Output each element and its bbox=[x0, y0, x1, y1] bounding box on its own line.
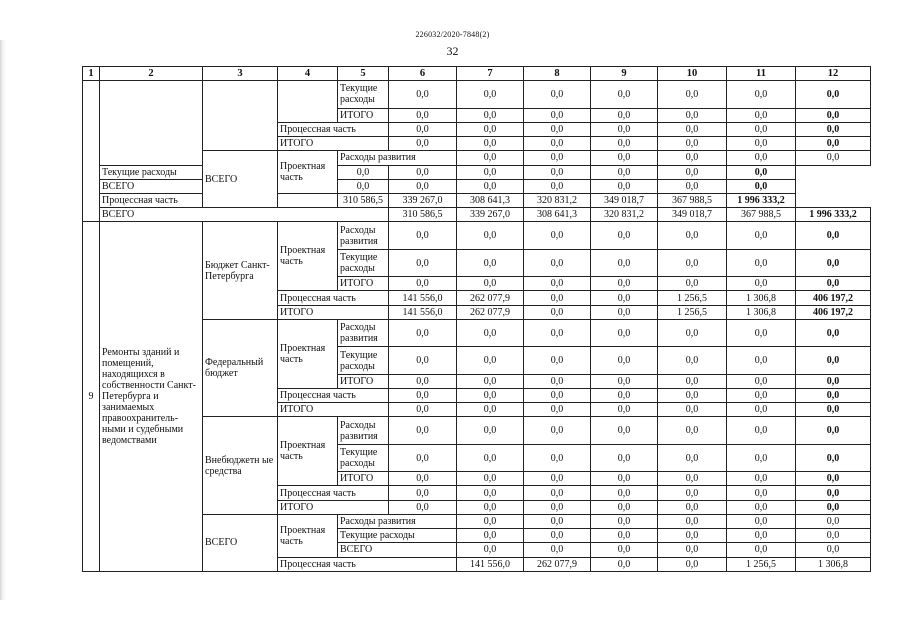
document-id: 226032/2020-7848(2) bbox=[415, 30, 490, 39]
expense-type-cell: Расходы развития bbox=[338, 514, 457, 528]
value-cell: 0,0 bbox=[796, 151, 871, 165]
value-cell: 0,0 bbox=[457, 472, 524, 486]
value-cell: 0,0 bbox=[727, 165, 796, 179]
value-cell: 0,0 bbox=[658, 137, 727, 151]
expense-type-cell: ВСЕГО bbox=[338, 543, 457, 557]
value-cell: 0,0 bbox=[591, 137, 658, 151]
value-cell: 0,0 bbox=[389, 137, 457, 151]
value-cell: 0,0 bbox=[727, 417, 796, 444]
column-header: 8 bbox=[524, 67, 591, 81]
column-header: 6 bbox=[389, 67, 457, 81]
value-cell: 0,0 bbox=[796, 388, 871, 402]
value-cell: 0,0 bbox=[524, 81, 591, 108]
value-cell: 262 077,9 bbox=[457, 305, 524, 319]
value-cell: 0,0 bbox=[658, 249, 727, 276]
value-cell: 0,0 bbox=[796, 374, 871, 388]
value-cell: 0,0 bbox=[389, 486, 457, 500]
expense-type-cell: Расходы развития bbox=[338, 151, 457, 165]
value-cell: 0,0 bbox=[457, 388, 524, 402]
value-cell: 310 586,5 bbox=[389, 208, 457, 222]
value-cell: 0,0 bbox=[389, 444, 457, 471]
expense-type-cell: Текущие расходы bbox=[338, 347, 389, 374]
value-cell: 0,0 bbox=[524, 417, 591, 444]
value-cell: 320 831,2 bbox=[524, 193, 591, 207]
value-cell: 0,0 bbox=[524, 137, 591, 151]
item-name-cell bbox=[100, 81, 203, 165]
value-cell: 0,0 bbox=[796, 543, 871, 557]
part-cell: ИТОГО bbox=[278, 137, 389, 151]
value-cell: 0,0 bbox=[457, 514, 524, 528]
value-cell: 0,0 bbox=[338, 179, 389, 193]
value-cell: 0,0 bbox=[658, 543, 727, 557]
value-cell: 0,0 bbox=[658, 388, 727, 402]
part-cell: ИТОГО bbox=[278, 500, 389, 514]
value-cell: 0,0 bbox=[524, 108, 591, 122]
grand-total-label: ВСЕГО bbox=[203, 514, 278, 571]
value-cell: 0,0 bbox=[524, 291, 591, 305]
column-header: 11 bbox=[727, 67, 796, 81]
value-cell: 0,0 bbox=[457, 137, 524, 151]
value-cell: 0,0 bbox=[796, 319, 871, 346]
value-cell: 0,0 bbox=[591, 388, 658, 402]
value-cell: 0,0 bbox=[727, 403, 796, 417]
part-cell: Проектная часть bbox=[278, 222, 338, 291]
part-cell bbox=[278, 81, 338, 123]
value-cell: 0,0 bbox=[591, 347, 658, 374]
value-cell: 0,0 bbox=[658, 529, 727, 543]
table-row bbox=[83, 208, 871, 222]
value-cell: 0,0 bbox=[658, 472, 727, 486]
value-cell: 0,0 bbox=[727, 81, 796, 108]
value-cell: 339 267,0 bbox=[389, 193, 457, 207]
expense-type-cell: ИТОГО bbox=[338, 374, 389, 388]
value-cell: 0,0 bbox=[796, 444, 871, 471]
value-cell: 0,0 bbox=[457, 486, 524, 500]
value-cell: 349 018,7 bbox=[658, 208, 727, 222]
value-cell: 0,0 bbox=[524, 472, 591, 486]
value-cell: 0,0 bbox=[727, 514, 796, 528]
value-cell: 0,0 bbox=[658, 277, 727, 291]
part-cell: Процессная часть bbox=[278, 388, 389, 402]
value-cell: 0,0 bbox=[524, 165, 591, 179]
value-cell: 0,0 bbox=[591, 500, 658, 514]
value-cell: 0,0 bbox=[389, 277, 457, 291]
value-cell: 0,0 bbox=[658, 122, 727, 136]
value-cell: 0,0 bbox=[524, 486, 591, 500]
part-cell: Проектная часть bbox=[278, 514, 338, 557]
value-cell: 0,0 bbox=[658, 417, 727, 444]
value-cell: 0,0 bbox=[524, 249, 591, 276]
value-cell: 0,0 bbox=[457, 444, 524, 471]
value-cell: 0,0 bbox=[796, 137, 871, 151]
value-cell: 0,0 bbox=[389, 249, 457, 276]
value-cell: 0,0 bbox=[457, 222, 524, 249]
value-cell: 0,0 bbox=[727, 444, 796, 471]
value-cell: 0,0 bbox=[591, 403, 658, 417]
value-cell: 0,0 bbox=[524, 529, 591, 543]
part-cell: Проектная часть bbox=[278, 151, 338, 194]
table-row bbox=[83, 222, 871, 249]
value-cell: 0,0 bbox=[524, 179, 591, 193]
part-cell: Проектная часть bbox=[278, 319, 338, 388]
value-cell: 0,0 bbox=[389, 417, 457, 444]
value-cell: 0,0 bbox=[591, 529, 658, 543]
value-cell: 0,0 bbox=[524, 151, 591, 165]
part-cell: ИТОГО bbox=[278, 305, 389, 319]
value-cell: 0,0 bbox=[524, 388, 591, 402]
value-cell: 367 988,5 bbox=[658, 193, 727, 207]
value-cell: 0,0 bbox=[457, 417, 524, 444]
value-cell: 0,0 bbox=[389, 222, 457, 249]
value-cell: 308 641,3 bbox=[457, 193, 524, 207]
value-cell: 0,0 bbox=[727, 108, 796, 122]
source-cell bbox=[203, 81, 278, 151]
value-cell: 0,0 bbox=[796, 347, 871, 374]
expense-type-cell: Текущие расходы bbox=[338, 444, 389, 471]
value-cell: 0,0 bbox=[524, 444, 591, 471]
scan-edge-shadow bbox=[0, 40, 6, 600]
part-cell: Процессная часть bbox=[278, 486, 389, 500]
value-cell: 0,0 bbox=[524, 122, 591, 136]
value-cell: 1 256,5 bbox=[658, 291, 727, 305]
value-cell: 1 306,8 bbox=[727, 305, 796, 319]
funding-source: Бюджет Санкт-Петербурга bbox=[203, 222, 278, 320]
column-header: 10 bbox=[658, 67, 727, 81]
value-cell: 0,0 bbox=[658, 108, 727, 122]
value-cell: 0,0 bbox=[524, 319, 591, 346]
table-row bbox=[83, 179, 871, 193]
value-cell: 0,0 bbox=[389, 472, 457, 486]
value-cell: 141 556,0 bbox=[457, 557, 524, 571]
value-cell: 0,0 bbox=[457, 165, 524, 179]
value-cell: 406 197,2 bbox=[796, 291, 871, 305]
value-cell: 367 988,5 bbox=[727, 208, 796, 222]
grand-total-label: ВСЕГО bbox=[203, 151, 278, 208]
value-cell: 310 586,5 bbox=[338, 193, 389, 207]
expense-type-cell: Текущие расходы bbox=[338, 249, 389, 276]
value-cell: 0,0 bbox=[796, 122, 871, 136]
value-cell: 0,0 bbox=[658, 165, 727, 179]
value-cell: 0,0 bbox=[796, 81, 871, 108]
value-cell: 0,0 bbox=[389, 403, 457, 417]
value-cell: 0,0 bbox=[524, 514, 591, 528]
expense-type-cell: ВСЕГО bbox=[100, 179, 278, 193]
value-cell: 0,0 bbox=[591, 222, 658, 249]
value-cell: 0,0 bbox=[658, 500, 727, 514]
value-cell: 0,0 bbox=[727, 151, 796, 165]
value-cell: 0,0 bbox=[591, 444, 658, 471]
value-cell: 0,0 bbox=[727, 319, 796, 346]
value-cell: 0,0 bbox=[524, 500, 591, 514]
value-cell: 0,0 bbox=[658, 179, 727, 193]
header-row bbox=[83, 67, 871, 81]
value-cell: 1 996 333,2 bbox=[796, 208, 871, 222]
expense-type-cell: Текущие расходы bbox=[338, 81, 389, 108]
value-cell: 0,0 bbox=[727, 347, 796, 374]
value-cell: 0,0 bbox=[727, 137, 796, 151]
value-cell: 262 077,9 bbox=[524, 557, 591, 571]
expense-type-cell: Текущие расходы bbox=[100, 165, 278, 179]
column-header: 4 bbox=[278, 67, 338, 81]
value-cell: 0,0 bbox=[524, 305, 591, 319]
item-number: 9 bbox=[83, 222, 100, 572]
value-cell: 0,0 bbox=[591, 108, 658, 122]
value-cell: 0,0 bbox=[389, 165, 457, 179]
expense-type-cell: ИТОГО bbox=[338, 108, 389, 122]
value-cell: 0,0 bbox=[591, 472, 658, 486]
value-cell: 0,0 bbox=[389, 179, 457, 193]
value-cell: 0,0 bbox=[591, 305, 658, 319]
value-cell: 0,0 bbox=[338, 165, 389, 179]
table-row bbox=[83, 193, 871, 207]
value-cell: 0,0 bbox=[591, 165, 658, 179]
value-cell: 0,0 bbox=[796, 417, 871, 444]
value-cell: 0,0 bbox=[591, 81, 658, 108]
number-cell bbox=[83, 81, 100, 222]
value-cell: 0,0 bbox=[389, 108, 457, 122]
value-cell: 0,0 bbox=[658, 557, 727, 571]
part-cell: Процессная часть bbox=[278, 122, 389, 136]
value-cell: 0,0 bbox=[727, 486, 796, 500]
table-row bbox=[83, 81, 871, 108]
value-cell: 0,0 bbox=[796, 222, 871, 249]
value-cell: 0,0 bbox=[727, 374, 796, 388]
part-cell: Проектная часть bbox=[278, 417, 338, 486]
value-cell: 0,0 bbox=[727, 222, 796, 249]
value-cell: 1 996 333,2 bbox=[727, 193, 796, 207]
column-header: 5 bbox=[338, 67, 389, 81]
grand-total-label: ВСЕГО bbox=[100, 208, 389, 222]
value-cell: 0,0 bbox=[591, 122, 658, 136]
value-cell: 0,0 bbox=[591, 151, 658, 165]
value-cell: 0,0 bbox=[796, 486, 871, 500]
value-cell: 262 077,9 bbox=[457, 291, 524, 305]
value-cell: 141 556,0 bbox=[389, 305, 457, 319]
part-cell: Процессная часть bbox=[100, 193, 338, 207]
value-cell: 0,0 bbox=[658, 347, 727, 374]
budget-table bbox=[82, 66, 871, 572]
value-cell: 0,0 bbox=[591, 557, 658, 571]
value-cell: 0,0 bbox=[796, 108, 871, 122]
table-row bbox=[83, 165, 871, 179]
item-name: Ремонты зданий и помещений, находящихся в собственности Санкт-Петербурга и занимаемых правоохранитель-ными и судебными ведомствами bbox=[100, 222, 203, 572]
value-cell: 0,0 bbox=[524, 543, 591, 557]
value-cell: 0,0 bbox=[796, 472, 871, 486]
expense-type-cell: ИТОГО bbox=[338, 277, 389, 291]
funding-source: Внебюджетн ые средства bbox=[203, 417, 278, 515]
value-cell: 0,0 bbox=[796, 403, 871, 417]
value-cell: 0,0 bbox=[727, 472, 796, 486]
value-cell: 406 197,2 bbox=[796, 305, 871, 319]
value-cell: 0,0 bbox=[658, 222, 727, 249]
value-cell: 0,0 bbox=[658, 81, 727, 108]
value-cell: 0,0 bbox=[796, 249, 871, 276]
column-header: 12 bbox=[796, 67, 871, 81]
value-cell: 0,0 bbox=[389, 81, 457, 108]
value-cell: 141 556,0 bbox=[389, 291, 457, 305]
value-cell: 0,0 bbox=[389, 500, 457, 514]
value-cell: 0,0 bbox=[457, 151, 524, 165]
value-cell: 1 306,8 bbox=[796, 557, 871, 571]
part-cell: Процессная часть bbox=[278, 557, 457, 571]
value-cell: 0,0 bbox=[658, 151, 727, 165]
funding-source: Федеральный бюджет bbox=[203, 319, 278, 417]
column-header: 2 bbox=[100, 67, 203, 81]
value-cell: 0,0 bbox=[389, 388, 457, 402]
value-cell: 0,0 bbox=[524, 347, 591, 374]
value-cell: 0,0 bbox=[658, 514, 727, 528]
value-cell: 0,0 bbox=[658, 486, 727, 500]
expense-type-cell: Расходы развития bbox=[338, 319, 389, 346]
value-cell: 0,0 bbox=[727, 277, 796, 291]
value-cell: 0,0 bbox=[591, 291, 658, 305]
value-cell: 0,0 bbox=[389, 122, 457, 136]
value-cell: 0,0 bbox=[658, 374, 727, 388]
value-cell: 0,0 bbox=[591, 319, 658, 346]
value-cell: 0,0 bbox=[796, 277, 871, 291]
value-cell: 0,0 bbox=[727, 529, 796, 543]
value-cell: 0,0 bbox=[389, 374, 457, 388]
column-header: 3 bbox=[203, 67, 278, 81]
value-cell: 1 306,8 bbox=[727, 291, 796, 305]
value-cell: 0,0 bbox=[591, 514, 658, 528]
value-cell: 0,0 bbox=[591, 374, 658, 388]
value-cell: 0,0 bbox=[457, 347, 524, 374]
value-cell: 0,0 bbox=[457, 179, 524, 193]
expense-type-cell: ИТОГО bbox=[338, 472, 389, 486]
page-number: 32 bbox=[446, 44, 459, 58]
value-cell: 0,0 bbox=[457, 81, 524, 108]
value-cell: 0,0 bbox=[727, 388, 796, 402]
value-cell: 0,0 bbox=[457, 543, 524, 557]
value-cell: 0,0 bbox=[658, 444, 727, 471]
value-cell: 1 256,5 bbox=[727, 557, 796, 571]
value-cell: 320 831,2 bbox=[591, 208, 658, 222]
value-cell: 0,0 bbox=[727, 500, 796, 514]
value-cell: 0,0 bbox=[524, 374, 591, 388]
value-cell: 0,0 bbox=[457, 500, 524, 514]
column-header: 9 bbox=[591, 67, 658, 81]
value-cell: 0,0 bbox=[389, 319, 457, 346]
value-cell: 0,0 bbox=[457, 403, 524, 417]
value-cell: 0,0 bbox=[727, 179, 796, 193]
value-cell: 0,0 bbox=[796, 529, 871, 543]
value-cell: 0,0 bbox=[727, 543, 796, 557]
part-cell: ИТОГО bbox=[278, 403, 389, 417]
value-cell: 0,0 bbox=[796, 514, 871, 528]
value-cell: 0,0 bbox=[457, 529, 524, 543]
value-cell: 0,0 bbox=[658, 319, 727, 346]
value-cell: 0,0 bbox=[457, 374, 524, 388]
column-header: 1 bbox=[83, 67, 100, 81]
value-cell: 0,0 bbox=[457, 319, 524, 346]
value-cell: 0,0 bbox=[591, 277, 658, 291]
value-cell: 0,0 bbox=[591, 543, 658, 557]
value-cell: 0,0 bbox=[591, 179, 658, 193]
expense-type-cell: Расходы развития bbox=[338, 417, 389, 444]
value-cell: 308 641,3 bbox=[524, 208, 591, 222]
value-cell: 349 018,7 bbox=[591, 193, 658, 207]
value-cell: 0,0 bbox=[524, 277, 591, 291]
expense-type-cell: Текущие расходы bbox=[338, 529, 457, 543]
part-cell: Процессная часть bbox=[278, 291, 389, 305]
value-cell: 0,0 bbox=[457, 108, 524, 122]
column-header: 7 bbox=[457, 67, 524, 81]
value-cell: 0,0 bbox=[658, 403, 727, 417]
value-cell: 0,0 bbox=[591, 417, 658, 444]
value-cell: 0,0 bbox=[591, 249, 658, 276]
value-cell: 339 267,0 bbox=[457, 208, 524, 222]
value-cell: 0,0 bbox=[727, 122, 796, 136]
value-cell: 0,0 bbox=[796, 500, 871, 514]
value-cell: 0,0 bbox=[457, 277, 524, 291]
value-cell: 0,0 bbox=[524, 403, 591, 417]
value-cell: 1 256,5 bbox=[658, 305, 727, 319]
value-cell: 0,0 bbox=[389, 347, 457, 374]
value-cell: 0,0 bbox=[457, 122, 524, 136]
value-cell: 0,0 bbox=[727, 249, 796, 276]
value-cell: 0,0 bbox=[524, 222, 591, 249]
value-cell: 0,0 bbox=[457, 249, 524, 276]
expense-type-cell: Расходы развития bbox=[338, 222, 389, 249]
value-cell: 0,0 bbox=[591, 486, 658, 500]
